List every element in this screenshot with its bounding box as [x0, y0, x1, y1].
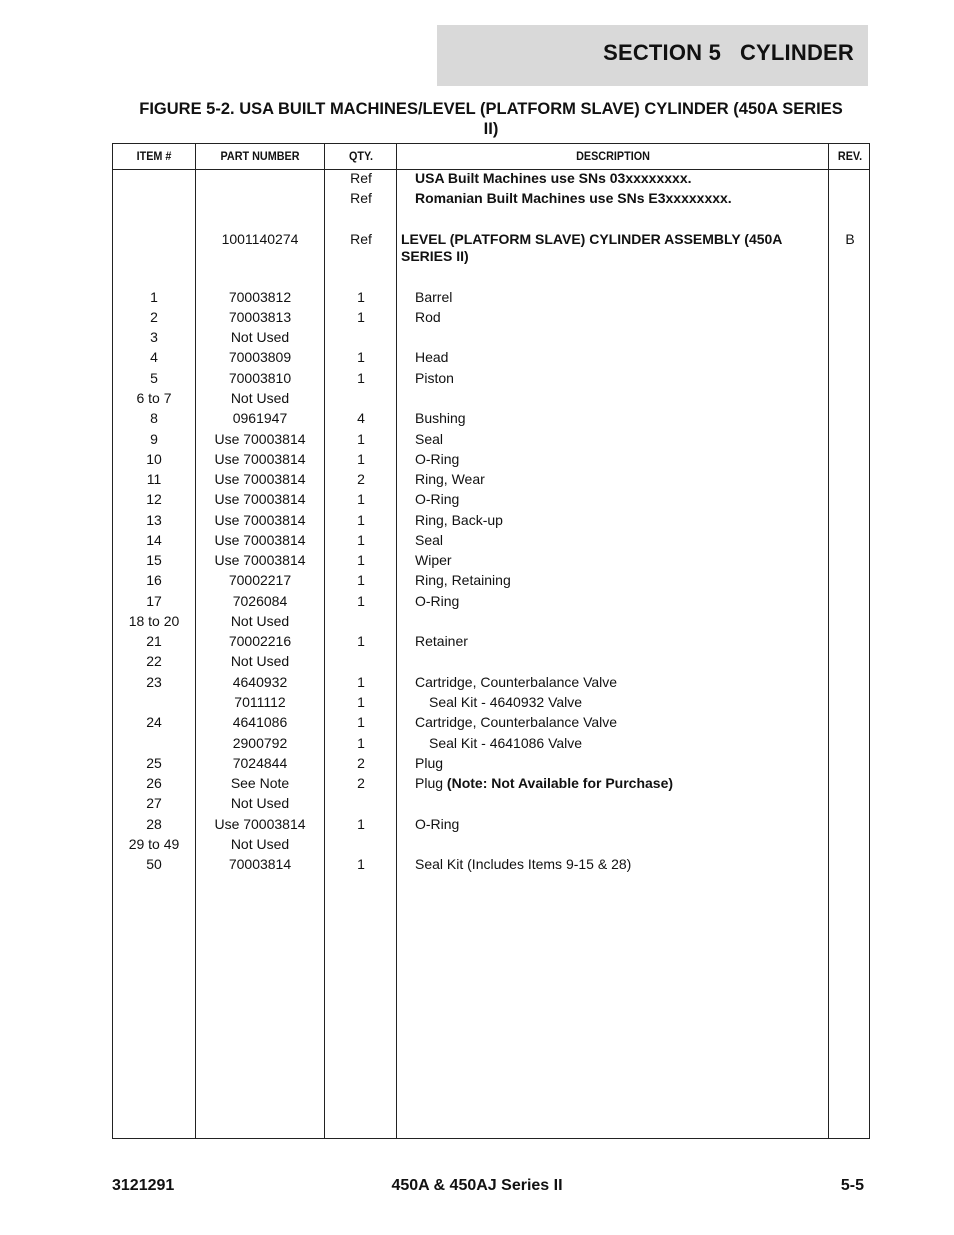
quantity: 1	[357, 552, 365, 568]
figure-title	[112, 99, 870, 139]
description-text: O-Ring	[415, 593, 460, 609]
part-number: Use 70003814	[214, 451, 306, 467]
description	[415, 856, 825, 873]
quantity: Ref	[350, 190, 372, 206]
column-header-rev: REV.	[837, 149, 863, 163]
description-text: Seal	[415, 532, 444, 548]
item-number: 25	[146, 755, 162, 771]
description-text: Plug	[415, 775, 447, 791]
item-number: 12	[146, 491, 162, 507]
item-number: 2	[150, 309, 158, 325]
quantity: 2	[357, 755, 365, 771]
description-text: Ring, Back-up	[415, 512, 503, 528]
column-header-item: ITEM #	[136, 149, 172, 163]
part-number: Use 70003814	[214, 431, 306, 447]
quantity: 1	[357, 491, 365, 507]
description-text: Seal	[415, 431, 444, 447]
quantity: 1	[357, 572, 365, 588]
description	[415, 674, 825, 691]
part-number: 70003810	[228, 370, 292, 386]
description-note: (Note: Not Available for Purchase)	[446, 775, 674, 791]
section-header-box	[437, 25, 868, 86]
description-text: Cartridge, Counterbalance Valve	[415, 714, 618, 730]
item-number: 10	[146, 451, 162, 467]
description	[401, 231, 801, 265]
part-number: Use 70003814	[214, 471, 306, 487]
quantity: 1	[357, 532, 365, 548]
part-number: Not Used	[230, 613, 290, 629]
part-number: 70003812	[228, 289, 292, 305]
figure-title-line-2: II)	[483, 120, 499, 138]
part-number: 4640932	[232, 674, 288, 690]
description-text: Seal Kit (Includes Items 9-15 & 28)	[415, 856, 632, 872]
description	[415, 170, 825, 187]
item-number: 11	[146, 471, 162, 487]
description	[415, 755, 825, 772]
item-number: 18 to 20	[128, 613, 180, 629]
description	[415, 349, 825, 366]
item-number: 50	[146, 856, 162, 872]
item-number: 14	[146, 532, 162, 548]
item-number: 22	[146, 653, 162, 669]
quantity: 1	[357, 349, 365, 365]
footer-doc-number: 3121291	[112, 1177, 175, 1194]
quantity: 1	[357, 431, 365, 447]
section-title: SECTION 5 CYLINDER	[603, 40, 854, 65]
item-number: 21	[146, 633, 162, 649]
quantity: 1	[357, 512, 365, 528]
quantity: 1	[357, 451, 365, 467]
part-number: Not Used	[230, 329, 290, 345]
quantity: 4	[357, 410, 365, 426]
item-number: 16	[146, 572, 162, 588]
description-text: Piston	[415, 370, 454, 386]
quantity: 1	[357, 694, 365, 710]
description-text: Romanian Built Machines use SNs E3xxxxxxxx.	[415, 190, 732, 206]
part-number: 7024844	[232, 755, 288, 771]
description	[415, 370, 825, 387]
description	[415, 552, 825, 569]
description-text: O-Ring	[415, 491, 460, 507]
item-number: 28	[146, 816, 162, 832]
part-number: Not Used	[230, 390, 290, 406]
column-divider	[828, 144, 829, 1138]
item-number: 17	[146, 593, 162, 609]
item-number: 15	[146, 552, 162, 568]
item-number: 3	[150, 329, 158, 345]
description-text: Seal Kit - 4641086 Valve	[429, 735, 583, 751]
part-number: 70002217	[228, 572, 292, 588]
description-text: Rod	[415, 309, 441, 325]
part-number: 70003809	[228, 349, 292, 365]
description-text: O-Ring	[415, 816, 460, 832]
quantity: 1	[357, 370, 365, 386]
description-text: Plug	[415, 755, 444, 771]
description-text: Retainer	[415, 633, 468, 649]
description-text: Bushing	[415, 410, 466, 426]
item-number: 4	[150, 349, 158, 365]
part-number: 0961947	[232, 410, 288, 426]
quantity: 1	[357, 714, 365, 730]
quantity: Ref	[350, 170, 372, 186]
parts-table	[112, 143, 870, 1139]
item-number: 27	[146, 795, 162, 811]
item-number: 13	[146, 512, 162, 528]
description	[415, 532, 825, 549]
part-number: 7011112	[234, 694, 286, 710]
description	[415, 190, 825, 207]
quantity: 1	[357, 856, 365, 872]
quantity: 1	[357, 633, 365, 649]
description	[415, 309, 825, 326]
description	[415, 410, 825, 427]
description-text: Barrel	[415, 289, 453, 305]
part-number: 4641086	[232, 714, 288, 730]
description	[415, 775, 825, 792]
description-text: Seal Kit - 4640932 Valve	[429, 694, 583, 710]
footer-page-number: 5-5	[840, 1177, 864, 1194]
description	[415, 451, 825, 468]
description	[415, 572, 825, 589]
description	[429, 735, 839, 752]
description-text: Ring, Retaining	[415, 572, 511, 588]
item-number: 24	[146, 714, 162, 730]
part-number: Not Used	[230, 795, 290, 811]
item-number: 29 to 49	[128, 836, 180, 852]
item-number: 26	[146, 775, 162, 791]
column-header-description: DESCRIPTION	[576, 149, 650, 163]
column-header-part-number: PART NUMBER	[220, 149, 300, 163]
part-number: 2900792	[232, 735, 288, 751]
quantity: 1	[357, 674, 365, 690]
item-number: 1	[150, 289, 158, 305]
part-number: Use 70003814	[214, 512, 306, 528]
quantity: Ref	[350, 231, 372, 247]
description-text: LEVEL (PLATFORM SLAVE) CYLINDER ASSEMBLY (450A SERIES II)	[401, 231, 782, 264]
part-number: Use 70003814	[214, 491, 306, 507]
part-number: Use 70003814	[214, 552, 306, 568]
description	[415, 593, 825, 610]
part-number: 70003814	[228, 856, 292, 872]
description	[429, 694, 839, 711]
description-text: USA Built Machines use SNs 03xxxxxxxx.	[415, 170, 692, 186]
description-text: Ring, Wear	[415, 471, 485, 487]
footer-model: 450A & 450AJ Series II	[391, 1177, 563, 1194]
figure-title-line-1: FIGURE 5-2. USA BUILT MACHINES/LEVEL (PLATFORM SLAVE) CYLINDER (450A SERIES	[139, 100, 843, 118]
part-number: 7026084	[232, 593, 288, 609]
part-number: Not Used	[230, 836, 290, 852]
quantity: 1	[357, 816, 365, 832]
description-text: Wiper	[415, 552, 452, 568]
part-number: 70003813	[228, 309, 292, 325]
quantity: 1	[357, 735, 365, 751]
description	[415, 816, 825, 833]
item-number: 6 to 7	[136, 390, 172, 406]
item-number: 23	[146, 674, 162, 690]
part-number: See Note	[230, 775, 290, 791]
part-number: 1001140274	[221, 231, 299, 247]
quantity: 1	[357, 289, 365, 305]
quantity: 2	[357, 471, 365, 487]
description-text: Cartridge, Counterbalance Valve	[415, 674, 618, 690]
quantity: 1	[357, 309, 365, 325]
column-header-qty: QTY.	[348, 149, 373, 163]
item-number: 8	[150, 410, 158, 426]
description-text: O-Ring	[415, 451, 460, 467]
description	[415, 633, 825, 650]
description	[415, 289, 825, 306]
quantity: 2	[357, 775, 365, 791]
item-number: 9	[150, 431, 158, 447]
part-number: Use 70003814	[214, 532, 306, 548]
description	[415, 512, 825, 529]
description	[415, 491, 825, 508]
description	[415, 714, 825, 731]
part-number: Use 70003814	[214, 816, 306, 832]
quantity: 1	[357, 593, 365, 609]
description	[415, 471, 825, 488]
part-number: 70002216	[228, 633, 292, 649]
description-text: Head	[415, 349, 449, 365]
item-number: 5	[150, 370, 158, 386]
description	[415, 431, 825, 448]
revision: B	[845, 231, 855, 247]
part-number: Not Used	[230, 653, 290, 669]
